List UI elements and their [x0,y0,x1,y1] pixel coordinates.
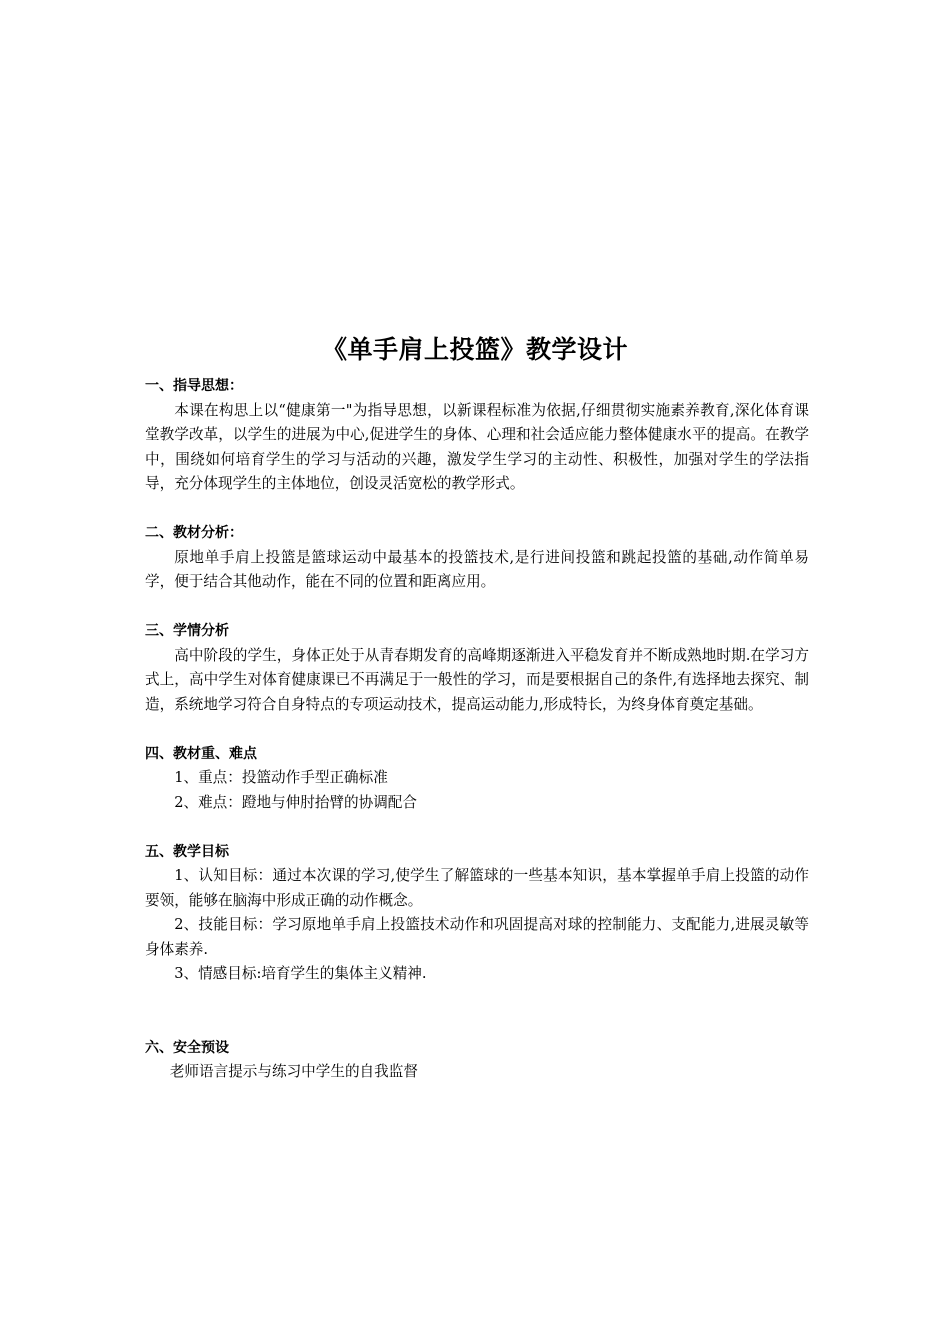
section-paragraph: 原地单手肩上投篮是篮球运动中最基本的投篮技术,是行进间投篮和跳起投篮的基础,动作简单易学，便于结合其他动作，能在不同的位置和距离应用。 [145,548,809,590]
document-body [145,374,809,1085]
section-paragraph: 高中阶段的学生，身体正处于从青春期发育的高峰期逐渐进入平稳发育并不断成熟地时期.在学习方式上，高中学生对体育健康课已不再满足于一般性的学习，而是要根据自己的条件,有选择地去探究、制造，系统地学习符合自身特点的专项运动技术，提高运动能力,形成特长，为终身体育奠定基础。 [145,646,809,713]
section-guiding-thought [145,374,809,497]
section-heading: 一、指导思想： [145,378,243,394]
goal-item: 3、情感目标:培育学生的集体主义精神. [174,965,427,982]
section-heading: 五、教学目标 [145,843,229,860]
section-teaching-goals [145,840,809,987]
section-heading: 三、学情分析 [145,623,229,639]
section-material-analysis [145,521,809,595]
section-student-analysis [145,619,809,717]
section-safety [145,1036,809,1085]
section-text: 老师语言提示与练习中学生的自我监督 [169,1063,418,1080]
section-key-points [145,742,809,816]
section-heading: 二、教材分析： [145,525,243,541]
goal-item: 2、技能目标：学习原地单手肩上投篮技术动作和巩固提高对球的控制能力、支配能力,进展灵敏等身体素养. [145,916,809,958]
section-paragraph: 本课在构思上以“健康第一"为指导思想，以新课程标准为依据,仔细贯彻实施素养教育,深化体育课堂教学改革，以学生的进展为中心,促进学生的身体、心理和社会适应能力整体健康水平的提高。在教学中，围绕如何培育学生的学习与活动的兴趣，激发学生学习的主动性、积极性，加强对学生的学法指导，充分体现学生的主体地位，创设灵活宽松的教学形式。 [145,401,809,492]
list-item: 1、重点：投篮动作手型正确标准 [174,769,388,786]
goal-item: 1、认知目标：通过本次课的学习,使学生了解篮球的一些基本知识，基本掌握单手肩上投篮的动作要领，能够在脑海中形成正确的动作概念。 [145,867,809,909]
document-title: 《单手肩上投篮》教学设计 [321,335,628,364]
section-heading: 六、安全预设 [145,1039,229,1056]
section-heading: 四、教材重、难点 [145,745,257,762]
list-item: 2、难点：蹬地与伸肘抬臂的协调配合 [174,793,417,811]
